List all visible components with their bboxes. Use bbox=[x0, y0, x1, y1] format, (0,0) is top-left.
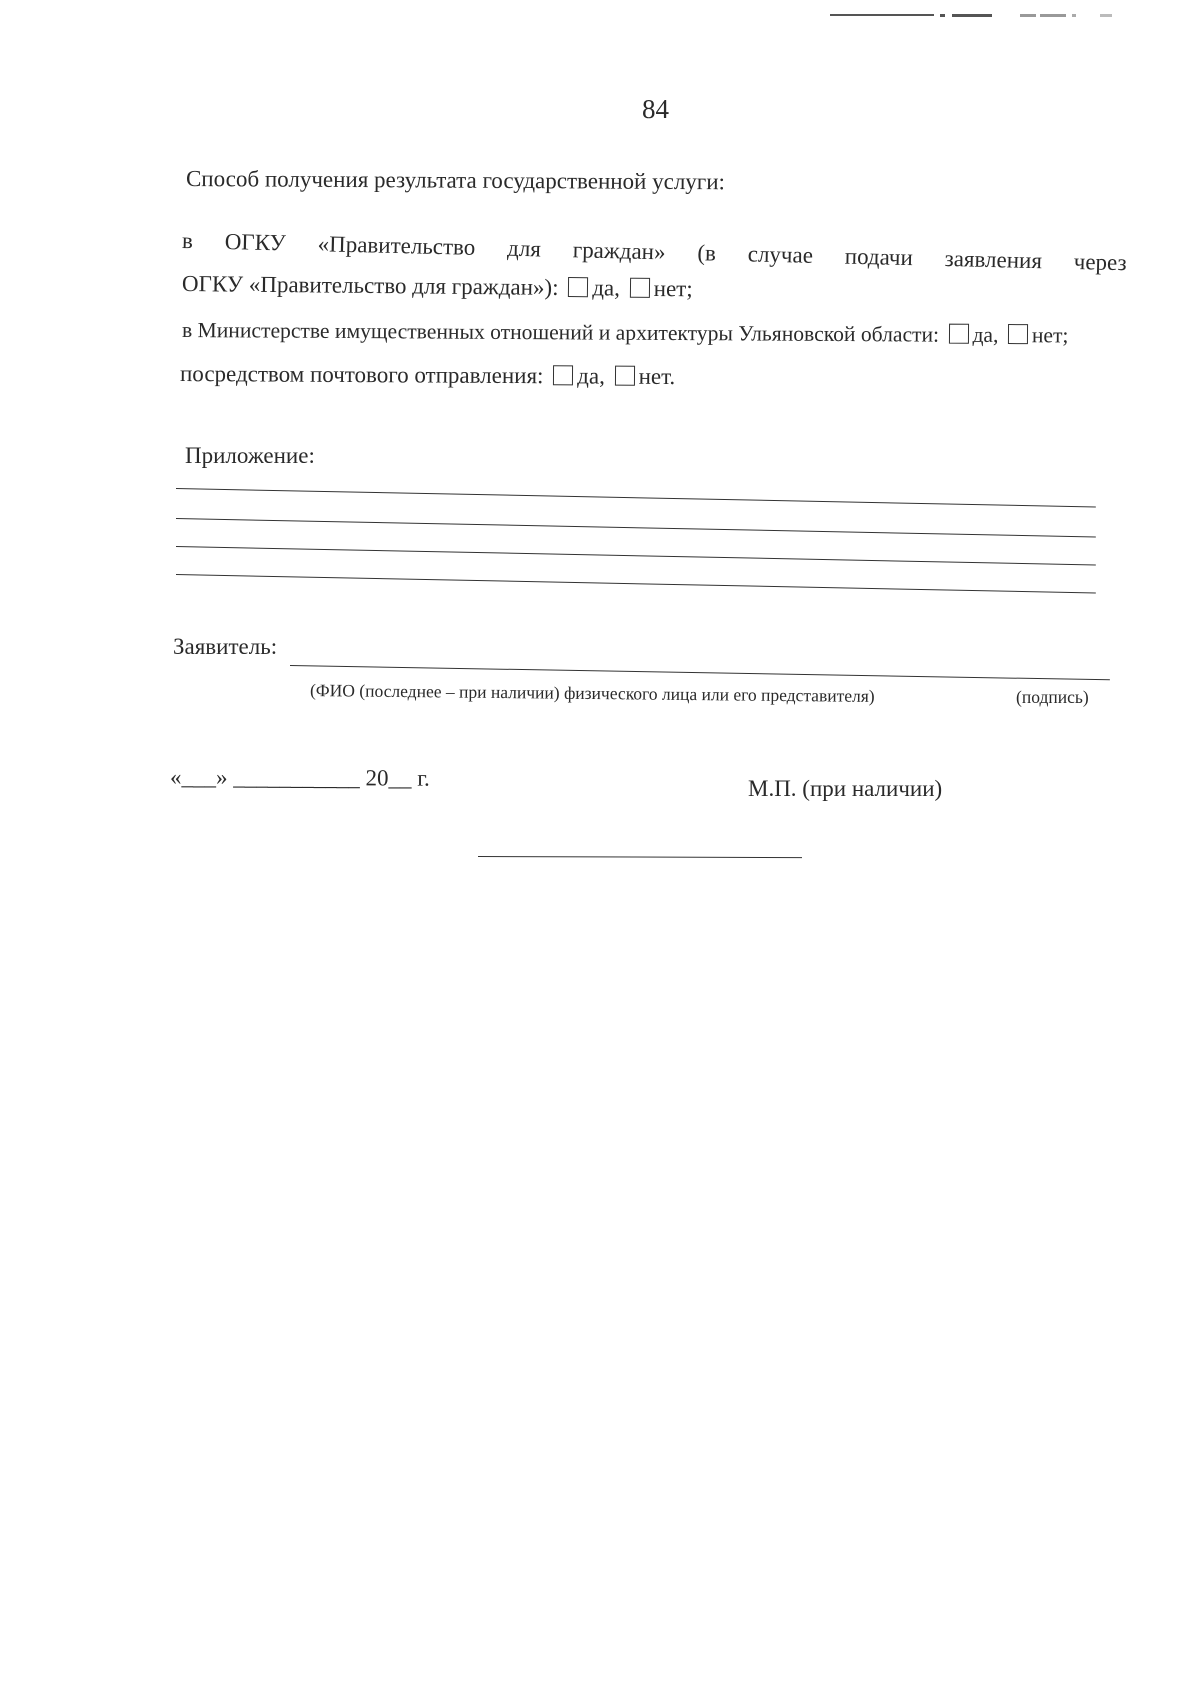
yes-label: да, bbox=[972, 322, 999, 347]
date-line: «___» ___________ 20__ г. bbox=[169, 764, 430, 791]
post-no-checkbox[interactable] bbox=[615, 366, 635, 386]
mfc-no-checkbox[interactable] bbox=[630, 278, 650, 298]
option-mfc-line-2 bbox=[182, 271, 693, 302]
scan-artifact bbox=[952, 14, 992, 17]
applicant-name-line[interactable] bbox=[290, 665, 1110, 680]
yes-label: да, bbox=[577, 363, 605, 389]
scan-artifact bbox=[1020, 14, 1036, 17]
option-post-line bbox=[180, 361, 675, 390]
yes-label: да, bbox=[592, 275, 621, 301]
scan-artifact bbox=[1040, 14, 1066, 17]
word: через bbox=[1073, 249, 1127, 276]
post-yes-checkbox[interactable] bbox=[553, 365, 573, 385]
word: «Правительство bbox=[317, 231, 476, 260]
scan-artifact bbox=[1100, 14, 1112, 17]
option-text: ОГКУ «Правительство для граждан»): bbox=[181, 271, 559, 300]
scan-artifact bbox=[940, 14, 945, 17]
scan-artifact bbox=[1072, 14, 1076, 17]
word: ОГКУ bbox=[224, 229, 287, 256]
page-number: 84 bbox=[642, 94, 669, 124]
word: случае bbox=[747, 241, 814, 268]
signature-caption: (подпись) bbox=[1016, 687, 1089, 707]
attachment-line[interactable] bbox=[176, 546, 1096, 565]
attachment-line[interactable] bbox=[176, 488, 1096, 507]
applicant-name-caption: (ФИО (последнее – при наличии) физического лица или его представителя) bbox=[309, 680, 875, 706]
option-ministry-line bbox=[182, 318, 1069, 348]
applicant-label: Заявитель: bbox=[173, 634, 278, 659]
section-title: Способ получения результата государственной услуги: bbox=[185, 166, 726, 195]
word: граждан» bbox=[572, 237, 666, 265]
word: в bbox=[181, 228, 194, 254]
attachment-line[interactable] bbox=[176, 518, 1096, 537]
word: для bbox=[506, 235, 542, 262]
option-mfc-line-1 bbox=[182, 228, 1127, 276]
attachment-label: Приложение: bbox=[185, 443, 315, 468]
ministry-yes-checkbox[interactable] bbox=[948, 324, 968, 344]
no-label: нет. bbox=[638, 363, 676, 390]
closing-line bbox=[478, 856, 802, 858]
word: подачи bbox=[844, 243, 914, 271]
scan-artifact bbox=[830, 14, 934, 16]
option-text: посредством почтового отправления: bbox=[179, 361, 544, 389]
attachment-line[interactable] bbox=[176, 574, 1096, 593]
mfc-yes-checkbox[interactable] bbox=[568, 277, 588, 297]
no-label: нет; bbox=[653, 275, 693, 302]
no-label: нет; bbox=[1031, 323, 1069, 348]
word: (в bbox=[697, 240, 717, 266]
word: заявления bbox=[944, 245, 1043, 274]
stamp-label: М.П. (при наличии) bbox=[748, 776, 943, 801]
ministry-no-checkbox[interactable] bbox=[1008, 324, 1028, 344]
option-text: в Министерстве имущественных отношений и архитектуры Ульяновской области: bbox=[181, 318, 940, 347]
